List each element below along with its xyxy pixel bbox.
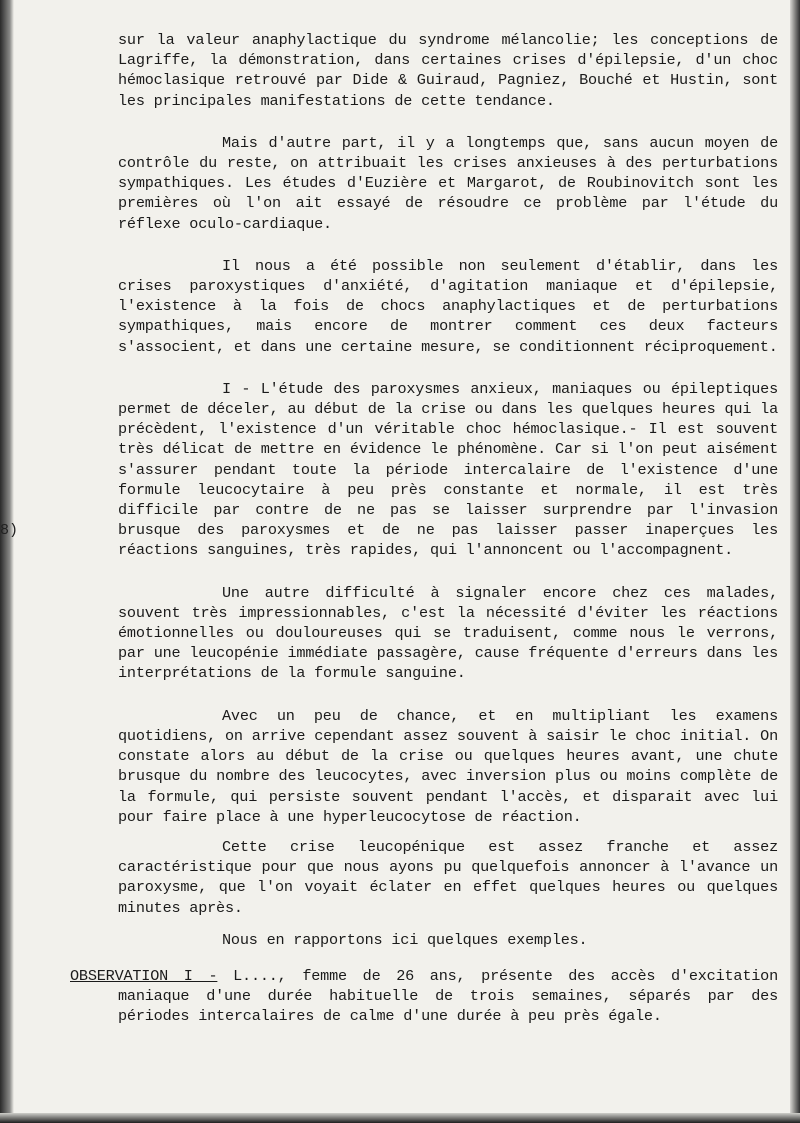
scan-bottom-edge [0, 1113, 800, 1123]
paragraph-3: Il nous a été possible non seulement d'établir, dans les crises paroxystiques d'anxiété, d'agitation maniaque et d'épilepsie, l'existence à la fois de chocs anaphylactiques et de perturbations sympathiques, mais encore de montrer comment ces deux facteurs s'associent, et dans une certaine mesure, se conditionnent réciproquement. [118, 256, 778, 356]
observation-text: L...., femme de 26 ans, présente des accès d'excitation maniaque d'une durée habituelle de trois semaines, séparés par des périodes intercalaires de calme d'une durée à peu près égale. [118, 966, 778, 1026]
paragraph-2: Mais d'autre part, il y a longtemps que, sans aucun moyen de contrôle du reste, on attribuait les crises anxieuses à des perturbations sympathiques. Les études d'Euzière et Margarot, de Roubinovitch sont les premières où l'on ait essayé de résoudre ce problème par l'étude du réflexe oculo-cardiaque. [118, 133, 778, 233]
observation-paragraph [70, 966, 778, 1027]
observation-heading: OBSERVATION I - [70, 966, 218, 985]
paragraph-7: Cette crise leucopénique est assez franche et assez caractéristique pour que nous ayons pu quelquefois annoncer à l'avance un paroxysme, que l'on voyait éclater en effet quelques heures ou quelques minutes après. [118, 837, 778, 917]
paragraph-8: Nous en rapportons ici quelques exemples. [222, 930, 588, 949]
margin-mark: 8) [0, 522, 19, 539]
document-body [70, 30, 778, 1049]
paragraph-1: sur la valeur anaphylactique du syndrome mélancolie; les conceptions de Lagriffe, la démonstration, dans certaines crises d'épilepsie, d'un choc hémoclasique retrouvé par Dide & Guiraud, Pagniez, Bouché et Hustin, sont les principales manifestations de cette tendance. [118, 31, 778, 110]
paragraph-5: Une autre difficulté à signaler encore chez ces malades, souvent très impressionnables, c'est la nécessité d'éviter les réactions émotionnelles ou douloureuses qui se traduisent, comme nous le verrons, par une leucopénie immédiate passagère, cause fréquente d'erreurs dans les interprétations de la formule sanguine. [118, 583, 778, 683]
scan-right-edge [790, 0, 800, 1123]
scan-left-edge [0, 0, 14, 1123]
paragraph-6: Avec un peu de chance, et en multipliant les examens quotidiens, on arrive cependant assez souvent à saisir le choc initial. On constate alors au début de la crise ou quelques heures avant, une chute brusque du nombre des leucocytes, avec inversion plus ou moins complète de la formule, qui persiste souvent pendant l'accès, et disparait avec lui pour faire place à une hyperleucocytose de réaction. [118, 706, 778, 826]
paragraph-4: I - L'étude des paroxysmes anxieux, maniaques ou épileptiques permet de déceler, au début de la crise ou dans les quelques heures qui la précèdent, l'existence d'un véritable choc hémoclasique.- Il est souvent très délicat de mettre en évidence le phénomène. Car si l'on peut aisément s'assurer pendant toute la période intercalaire de l'existence d'une formule leucocytaire à peu près constante et normale, il est très difficile par contre de ne pas se laisser surprendre par l'invasion brusque des paroxysmes et de ne pas laisser passer inaperçues les réactions sanguines, très rapides, qui l'annoncent ou l'accompagnent. [118, 379, 778, 560]
